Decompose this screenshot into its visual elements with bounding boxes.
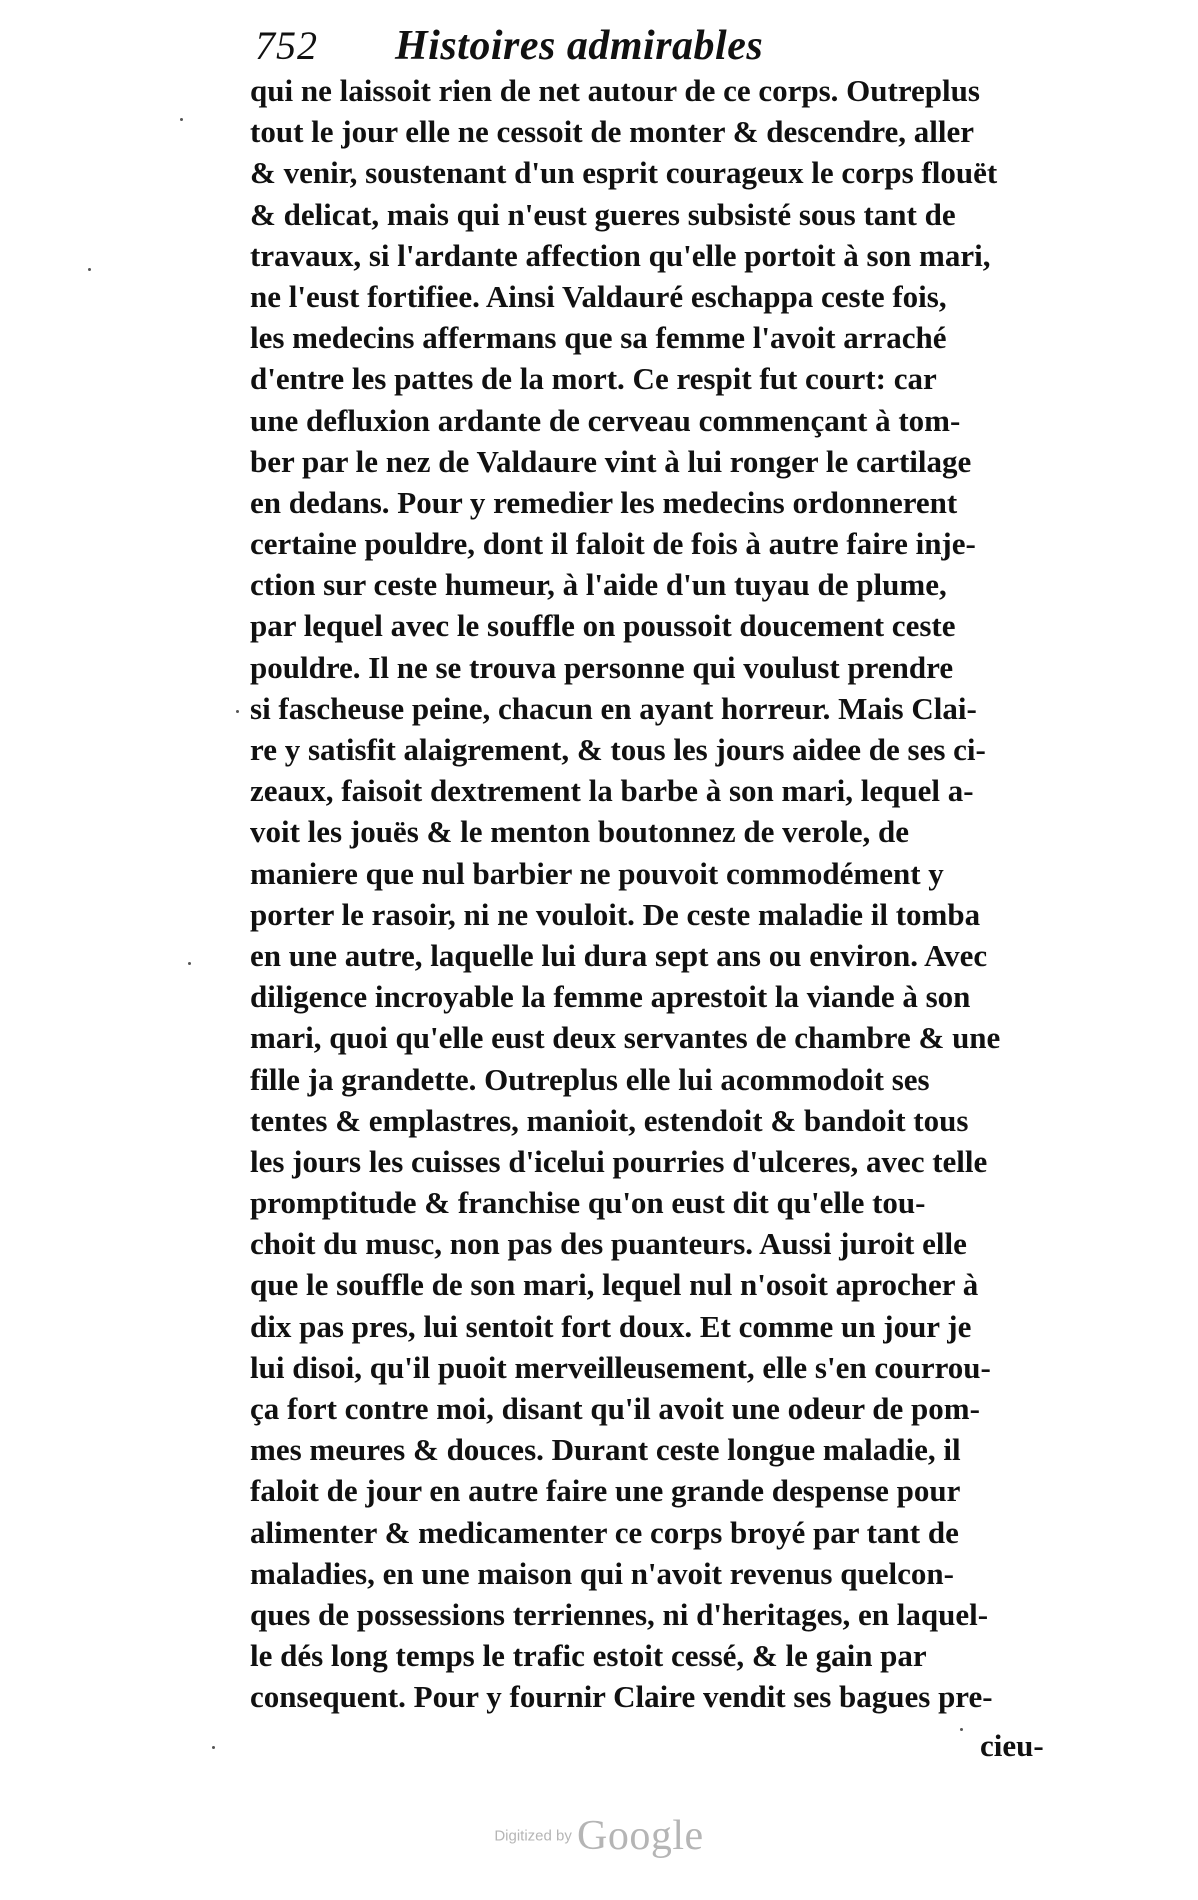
- text-line: maladies, en une maison qui n'avoit revenus quelcon-: [250, 1555, 954, 1591]
- text-line: zeaux, faisoit dextrement la barbe à son mari, lequel a-: [250, 773, 974, 809]
- text-line: ques de possessions terriennes, ni d'heritages, en laquel-: [250, 1596, 989, 1632]
- text-line: voit les jouës & le menton boutonnez de verole, de: [250, 814, 909, 850]
- text-line: mes meures & douces. Durant ceste longue maladie, il: [250, 1432, 961, 1468]
- text-line: ber par le nez de Valdaure vint à lui ronger le cartilage: [250, 443, 972, 479]
- text-line: dix pas pres, lui sentoit fort doux. Et comme un jour je: [250, 1308, 972, 1344]
- watermark-small-text: Digitized by: [494, 1827, 572, 1845]
- text-line: le dés long temps le trafic estoit cessé, & le gain par: [250, 1638, 927, 1674]
- text-line: qui ne laissoit rien de net autour de ce corps. Outreplus: [250, 73, 980, 108]
- paper-speck: [212, 1746, 215, 1749]
- text-line: porter le rasoir, ni ne vouloit. De ceste maladie il tomba: [250, 896, 981, 932]
- text-line: mari, quoi qu'elle eust deux servantes de chambre & une: [250, 1020, 1001, 1056]
- text-line: si fascheuse peine, chacun en ayant horreur. Mais Clai-: [250, 690, 977, 726]
- paper-speck: [180, 118, 183, 121]
- text-line: ction sur ceste humeur, à l'aide d'un tuyau de plume,: [250, 567, 947, 603]
- paper-speck: [88, 268, 91, 271]
- text-line: promptitude & franchise qu'on eust dit qu'elle tou-: [250, 1185, 926, 1221]
- text-line: re y satisfit alaigrement, & tous les jours aidee de ses ci-: [250, 732, 986, 767]
- text-line: faloit de jour en autre faire une grande despense pour: [250, 1473, 961, 1509]
- text-line: ça fort contre moi, disant qu'il avoit une odeur de pom-: [250, 1391, 980, 1426]
- text-line: certaine pouldre, dont il faloit de fois à autre faire injе-: [250, 526, 976, 562]
- text-line: consequent. Pour y fournir Claire vendit ses bagues pre-: [250, 1679, 993, 1715]
- text-line: alimenter & medicamenter ce corps broyé par tant de: [250, 1514, 959, 1550]
- text-line: choit du musc, non pas des puanteurs. Aussi juroit elle: [250, 1226, 967, 1262]
- page-header: [255, 22, 895, 70]
- text-line: les medecins affermans que sa femme l'avoit arraché: [250, 320, 947, 356]
- paper-speck: [188, 962, 191, 965]
- text-line: en dedans. Pour y remedier les medecins ordonnerent: [250, 484, 958, 520]
- text-line: tout le jour elle ne cessoit de monter & descendre, aller: [250, 114, 975, 150]
- text-line: pouldre. Il ne se trouva personne qui voulust prendre: [250, 649, 954, 685]
- text-line: maniere que nul barbier ne pouvoit commodément y: [250, 855, 944, 891]
- text-line: une defluxion ardante de cerveau commençant à tom-: [250, 402, 961, 438]
- paper-speck: [960, 1728, 963, 1731]
- text-line: & venir, soustenant d'un esprit courageux le corps flouët: [250, 155, 998, 191]
- text-line: que le souffle de son mari, lequel nul n'osoit aprocher à: [250, 1267, 979, 1303]
- text-line: ne l'eust fortifiee. Ainsi Valdauré eschappa ceste fois,: [250, 278, 947, 314]
- digitized-watermark: [0, 1812, 1198, 1860]
- text-line: & delicat, mais qui n'eust gueres subsisté sous tant de: [250, 196, 956, 232]
- text-line: tentes & emplastres, manioit, estendoit & bandoit tous: [250, 1102, 969, 1138]
- text-line: les jours les cuisses d'icelui pourries d'ulceres, avec telle: [250, 1143, 988, 1179]
- text-line: par lequel avec le souffle on poussoit doucement ceste: [250, 608, 956, 644]
- body-text: [250, 70, 1001, 1718]
- page-number: 752: [255, 23, 318, 68]
- google-logo: Google: [576, 1813, 704, 1859]
- paper-speck: [236, 710, 239, 713]
- text-line: lui disoi, qu'il puoit merveilleusement, elle s'en courrou-: [250, 1349, 991, 1385]
- text-line: travaux, si l'ardante affection qu'elle portoit à son mari,: [250, 237, 991, 273]
- text-line: diligence incroyable la femme aprestoit la viande à son: [250, 979, 971, 1015]
- text-line: d'entre les pattes de la mort. Ce respit fut court: car: [250, 361, 937, 397]
- catchword: cieu-: [980, 1728, 1044, 1763]
- running-title: Histoires admirables: [395, 23, 764, 69]
- text-line: fille ja grandette. Outreplus elle lui acommodoit ses: [250, 1061, 930, 1097]
- text-line: en une autre, laquelle lui dura sept ans ou environ. Avec: [250, 937, 988, 973]
